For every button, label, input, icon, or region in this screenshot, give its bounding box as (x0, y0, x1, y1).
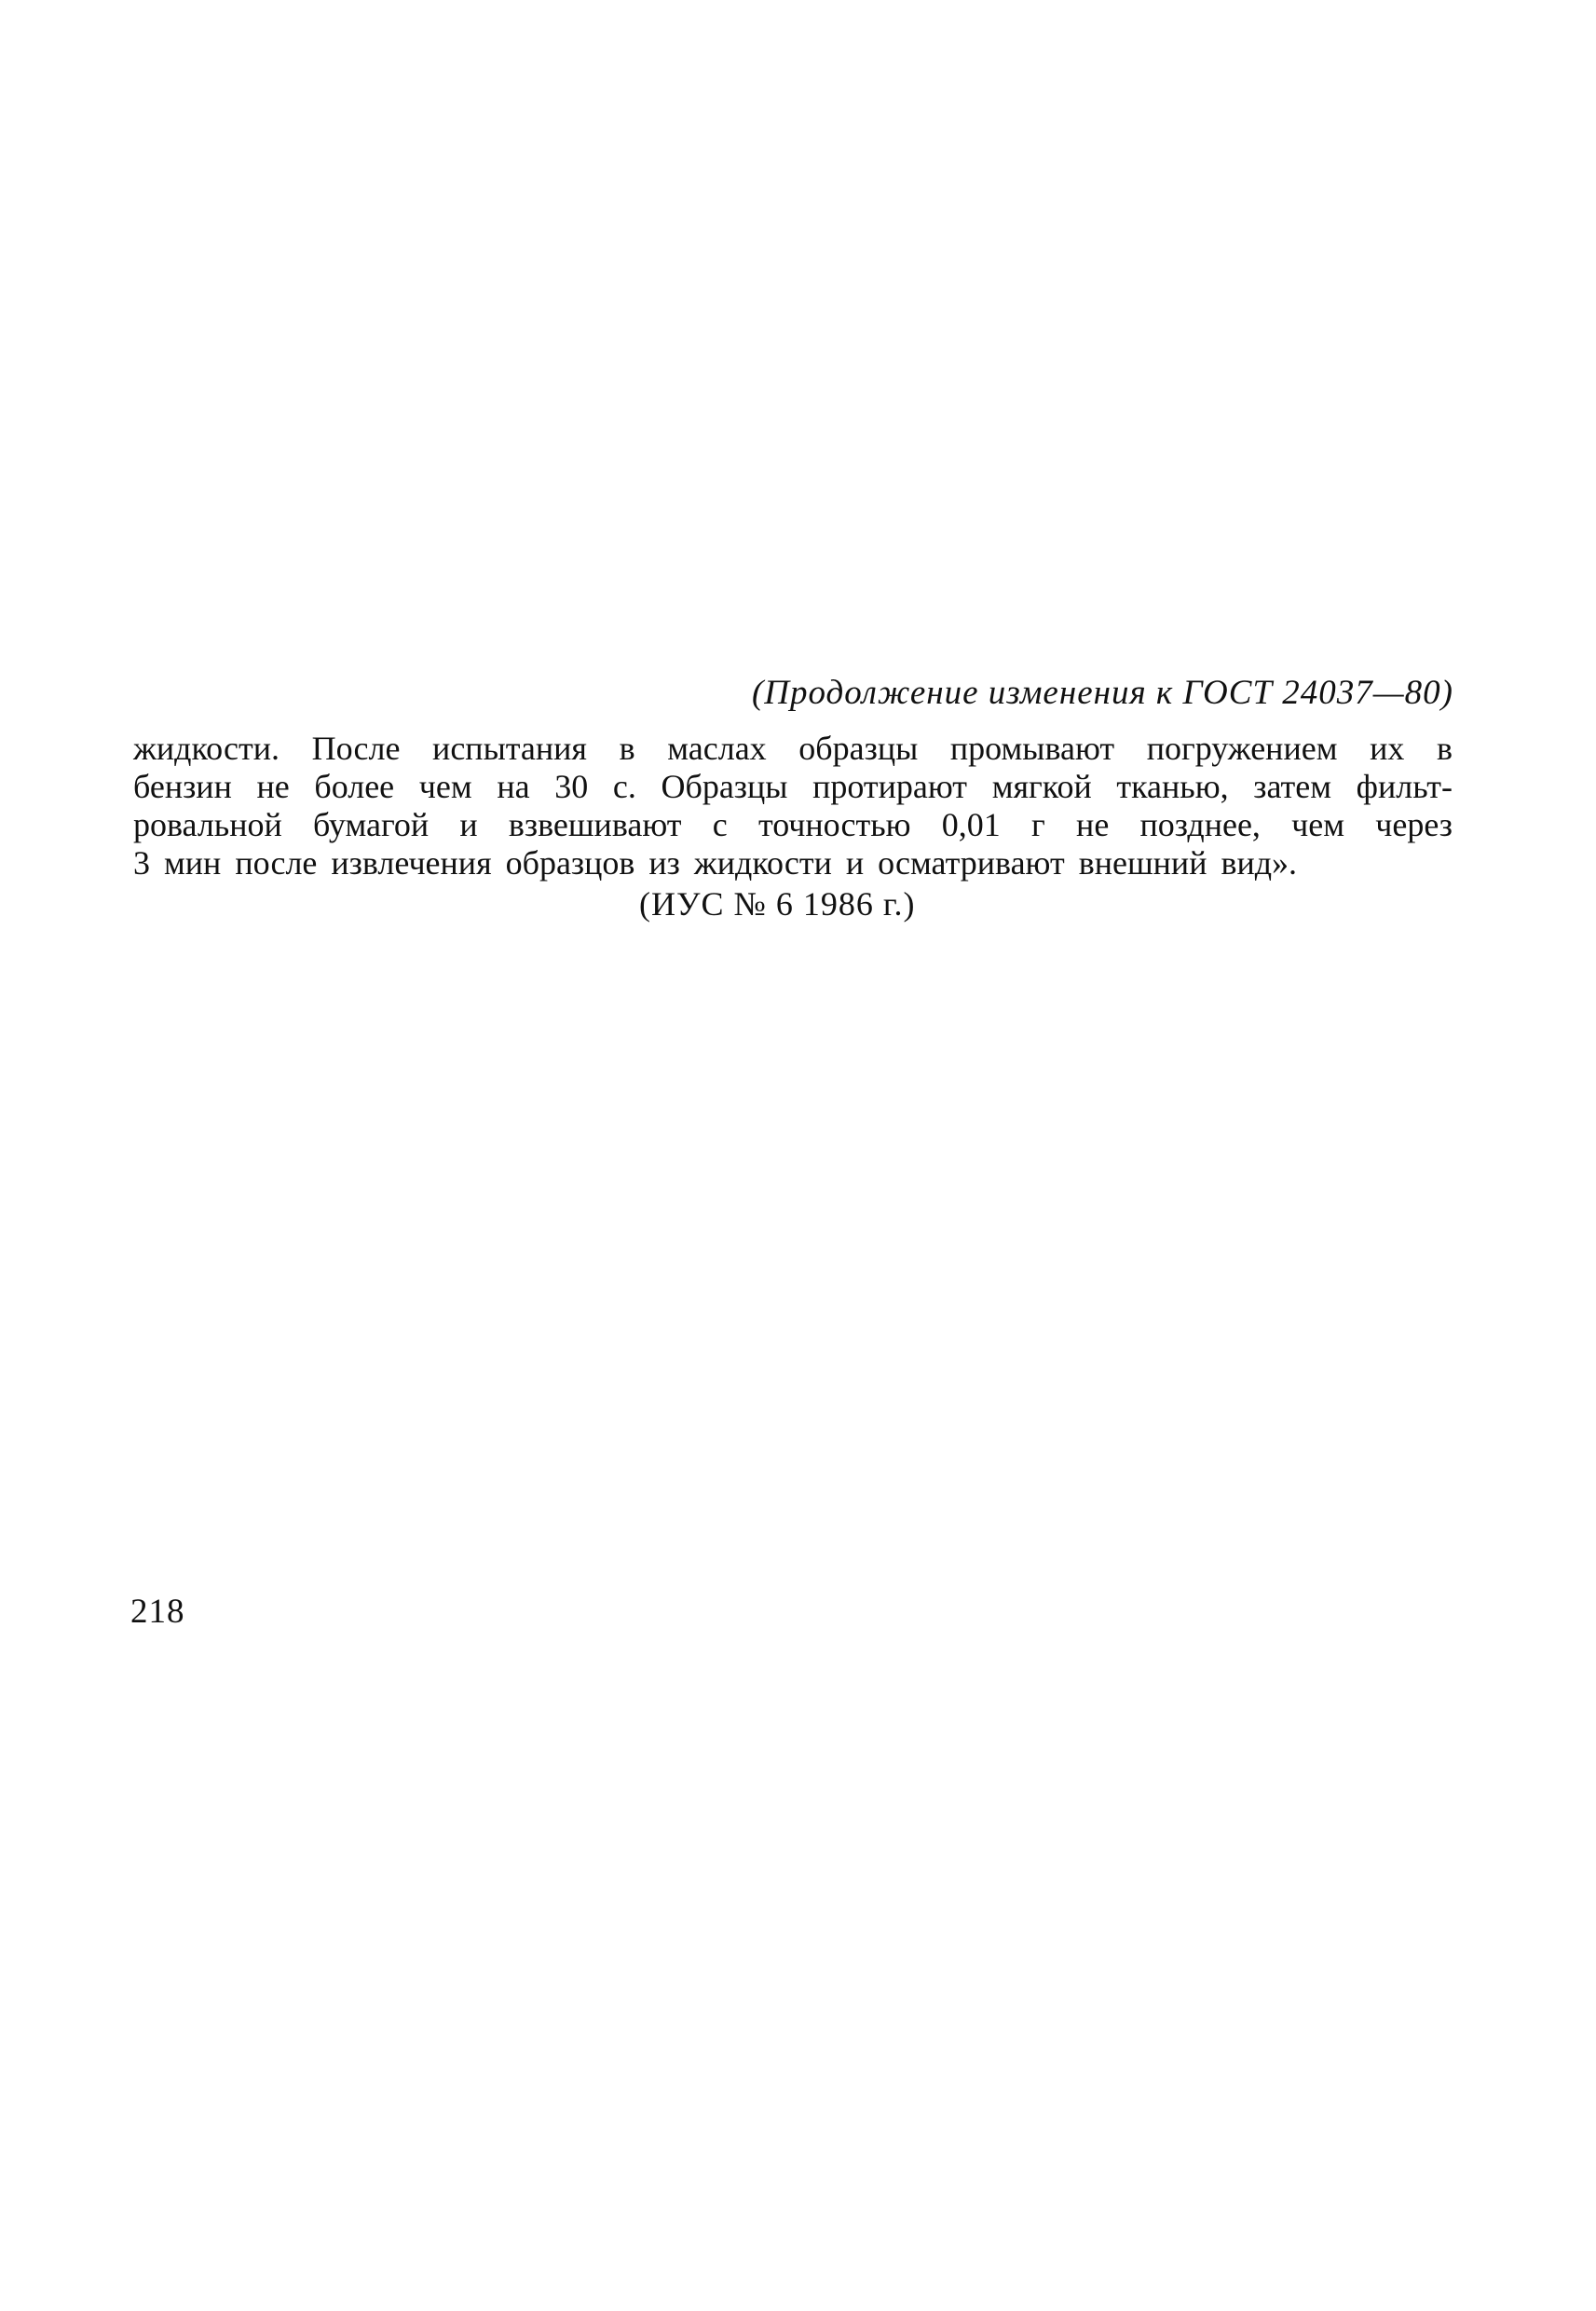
body-line-4: 3 мин после извлечения образцов из жидкости и осматривают внешний вид». (133, 844, 1298, 882)
source-reference: (ИУС № 6 1986 г.) (639, 885, 916, 923)
body-paragraph (133, 730, 1453, 882)
body-line-2: бензин не более чем на 30 с. Образцы протирают мягкой тканью, затем фильт- (133, 768, 1453, 805)
continuation-header: (Продолжение изменения к ГОСТ 24037—80) (751, 674, 1453, 712)
body-line-3: ровальной бумагой и взвешивают с точностью 0,01 г не позднее, чем через (133, 806, 1453, 843)
page-number: 218 (130, 1593, 185, 1631)
body-line-1: жидкости. После испытания в маслах образцы промывают погружением их в (133, 730, 1453, 767)
